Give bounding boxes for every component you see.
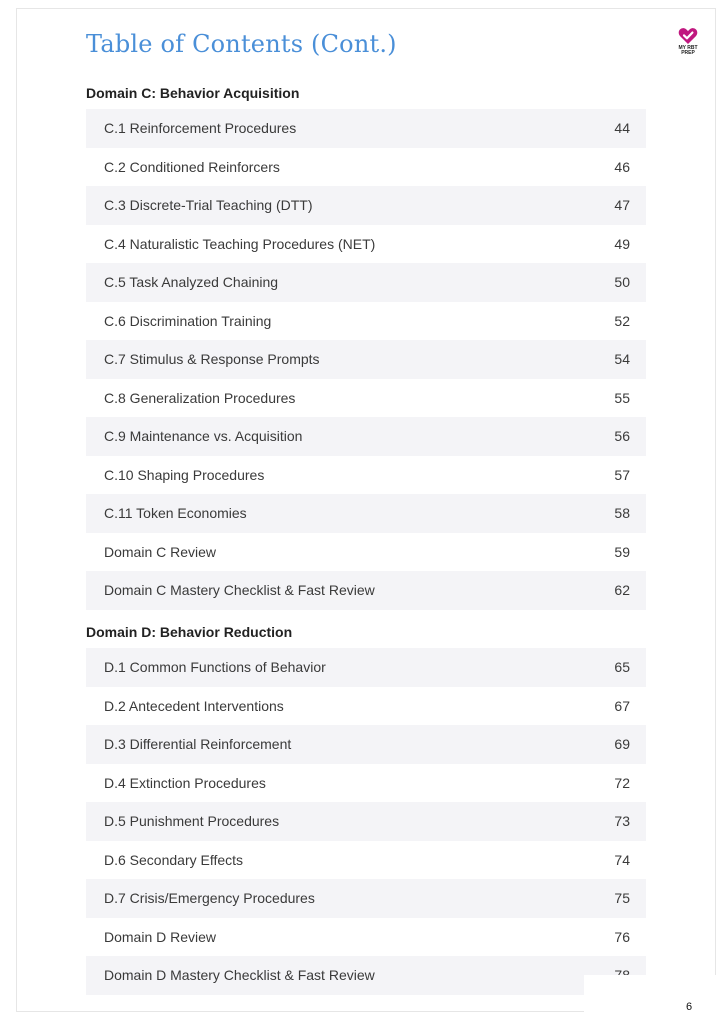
page-title: Table of Contents (Cont.)	[86, 30, 397, 58]
toc-entry-page: 73	[614, 813, 630, 830]
toc-row[interactable]	[86, 725, 646, 764]
toc-row[interactable]	[86, 648, 646, 687]
toc-entry-label: D.6 Secondary Effects	[104, 851, 244, 868]
page-number: 6	[686, 1001, 693, 1013]
toc-entry-label: C.3 Discrete-Trial Teaching (DTT)	[104, 197, 313, 214]
toc-entry-label: C.5 Task Analyzed Chaining	[104, 274, 279, 291]
toc-row[interactable]	[86, 494, 646, 533]
toc-entry-label: C.7 Stimulus & Response Prompts	[104, 351, 320, 368]
toc-row[interactable]	[86, 956, 646, 995]
toc-entry-label: C.4 Naturalistic Teaching Procedures (NET)	[104, 235, 376, 252]
toc-entry-page: 67	[614, 697, 630, 714]
toc-entry-page: 59	[614, 543, 630, 560]
toc-entry-page: 47	[614, 197, 630, 214]
heart-check-icon	[678, 27, 698, 45]
toc-entry-label: C.1 Reinforcement Procedures	[104, 120, 297, 137]
toc-entry-label: Domain D Review	[104, 928, 217, 945]
toc-entry-label: D.7 Crisis/Emergency Procedures	[104, 890, 315, 907]
toc-row[interactable]	[86, 841, 646, 880]
toc-entry-page: 75	[614, 890, 630, 907]
toc-row[interactable]	[86, 186, 646, 225]
toc-row[interactable]	[86, 263, 646, 302]
toc-row[interactable]	[86, 571, 646, 610]
brand-logo	[672, 27, 704, 56]
toc-entry-label: C.2 Conditioned Reinforcers	[104, 158, 280, 175]
toc-row[interactable]	[86, 802, 646, 841]
toc-entry-page: 56	[614, 428, 630, 445]
toc-row[interactable]	[86, 456, 646, 495]
toc-row[interactable]	[86, 225, 646, 264]
logo-text: MY RBT PREP	[678, 45, 698, 56]
toc-row[interactable]	[86, 918, 646, 957]
toc-entry-label: C.9 Maintenance vs. Acquisition	[104, 428, 303, 445]
toc-entry-page: 62	[614, 582, 630, 599]
toc-row[interactable]	[86, 340, 646, 379]
toc-entry-label: D.5 Punishment Procedures	[104, 813, 280, 830]
toc-entry-label: Domain C Review	[104, 543, 217, 560]
toc-entry-label: Domain C Mastery Checklist & Fast Review	[104, 582, 375, 599]
toc-entry-label: C.10 Shaping Procedures	[104, 466, 265, 483]
toc-entry-page: 52	[614, 312, 630, 329]
page-corner-overlay	[584, 975, 724, 1020]
toc-entry-label: D.1 Common Functions of Behavior	[104, 659, 326, 676]
toc-row[interactable]	[86, 533, 646, 572]
toc-entry-page: 69	[614, 736, 630, 753]
section-heading-domain-d: Domain D: Behavior Reduction	[86, 624, 293, 640]
toc-entry-page: 74	[614, 851, 630, 868]
toc-entry-label: Domain D Mastery Checklist & Fast Review	[104, 967, 375, 984]
toc-entry-page: 76	[614, 928, 630, 945]
toc-row[interactable]	[86, 109, 646, 148]
toc-entry-label: D.4 Extinction Procedures	[104, 774, 266, 791]
toc-entry-page: 65	[614, 659, 630, 676]
toc-entry-page: 49	[614, 235, 630, 252]
toc-entry-page: 57	[614, 466, 630, 483]
toc-entry-page: 50	[614, 274, 630, 291]
toc-entry-page: 72	[614, 774, 630, 791]
toc-row[interactable]	[86, 764, 646, 803]
toc-list-domain-c	[86, 109, 646, 610]
toc-entry-label: C.6 Discrimination Training	[104, 312, 272, 329]
toc-list-domain-d	[86, 648, 646, 995]
toc-entry-label: D.3 Differential Reinforcement	[104, 736, 292, 753]
toc-row[interactable]	[86, 379, 646, 418]
toc-row[interactable]	[86, 687, 646, 726]
toc-row[interactable]	[86, 879, 646, 918]
toc-entry-page: 58	[614, 505, 630, 522]
toc-row[interactable]	[86, 417, 646, 456]
toc-entry-page: 54	[614, 351, 630, 368]
toc-row[interactable]	[86, 302, 646, 341]
toc-entry-label: D.2 Antecedent Interventions	[104, 697, 284, 714]
toc-entry-page: 55	[614, 389, 630, 406]
toc-entry-label: C.8 Generalization Procedures	[104, 389, 296, 406]
toc-row[interactable]	[86, 148, 646, 187]
section-heading-domain-c: Domain C: Behavior Acquisition	[86, 85, 300, 101]
toc-entry-label: C.11 Token Economies	[104, 505, 247, 522]
toc-entry-page: 46	[614, 158, 630, 175]
toc-entry-page: 44	[614, 120, 630, 137]
